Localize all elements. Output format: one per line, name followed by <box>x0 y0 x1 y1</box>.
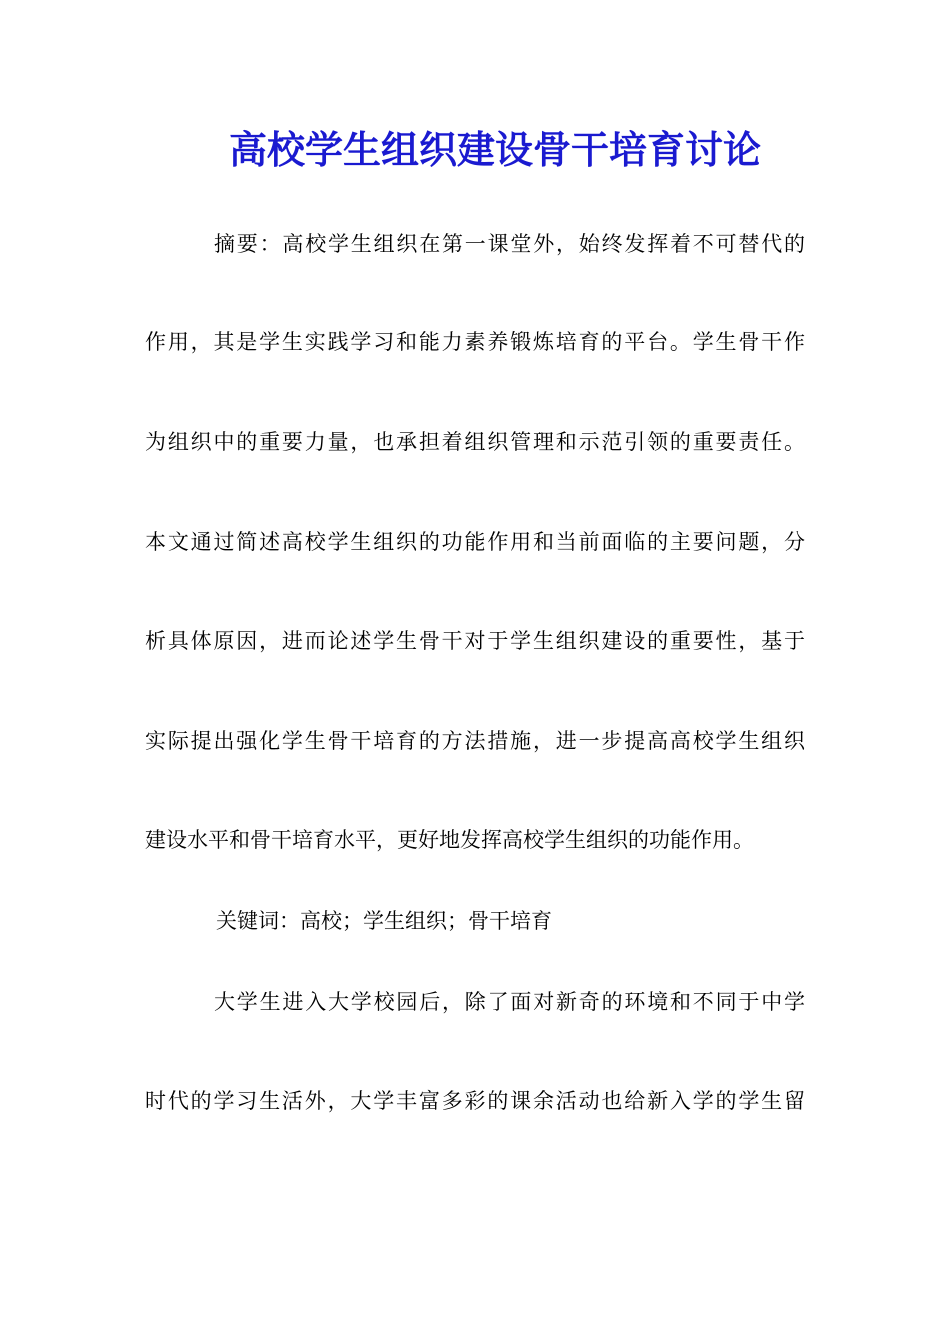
abstract-line: 本文通过简述高校学生组织的功能作用和当前面临的主要问题，分 <box>145 530 805 554</box>
abstract-line: 析具体原因，进而论述学生骨干对于学生组织建设的重要性，基于 <box>145 629 805 653</box>
abstract-line: 为组织中的重要力量，也承担着组织管理和示范引领的重要责任。 <box>145 430 805 454</box>
abstract-line: 建设水平和骨干培育水平，更好地发挥高校学生组织的功能作用。 <box>145 828 754 852</box>
abstract-line: 作用，其是学生实践学习和能力素养锻炼培育的平台。学生骨干作 <box>145 330 805 354</box>
abstract-line: 实际提出强化学生骨干培育的方法措施，进一步提高高校学生组织 <box>145 729 805 753</box>
abstract-line: 摘要：高校学生组织在第一课堂外，始终发挥着不可替代的 <box>214 232 805 256</box>
keywords-line: 关键词：高校；学生组织；骨干培育 <box>216 909 552 933</box>
body-line: 大学生进入大学校园后，除了面对新奇的环境和不同于中学 <box>214 990 805 1014</box>
body-line: 时代的学习生活外，大学丰富多彩的课余活动也给新入学的学生留 <box>145 1089 805 1113</box>
document-title: 高校学生组织建设骨干培育讨论 <box>228 127 761 172</box>
